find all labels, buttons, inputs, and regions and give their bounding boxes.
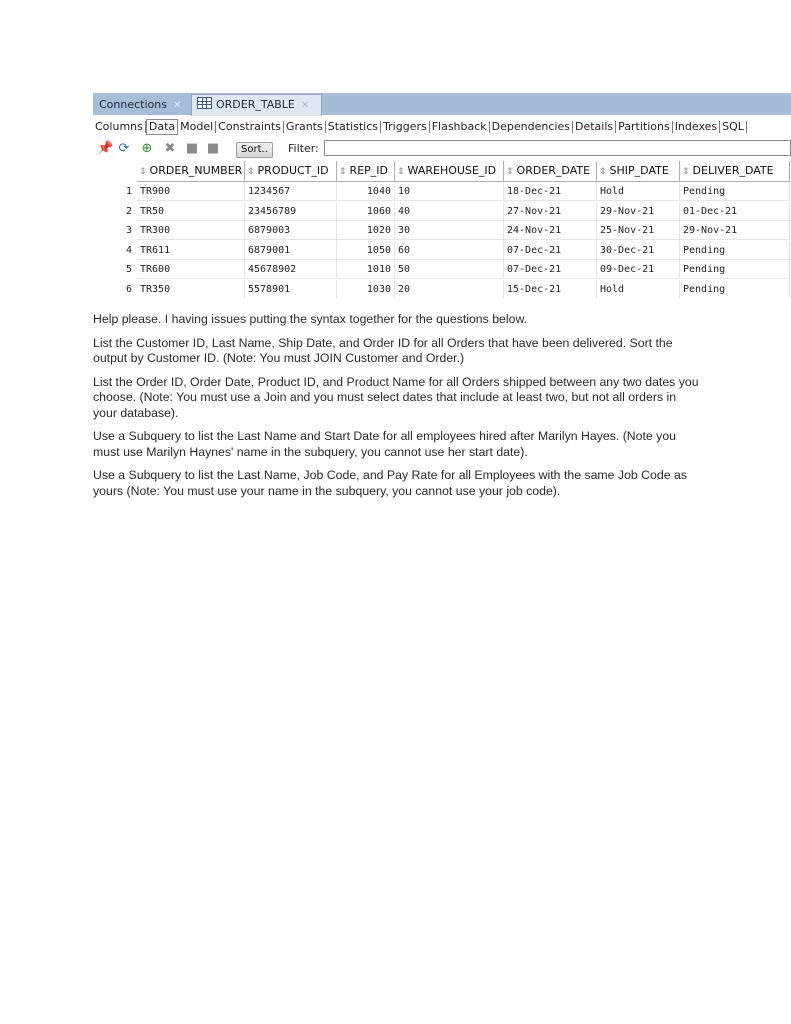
cell-deliver-date[interactable]: Pending xyxy=(680,182,790,201)
table-row[interactable] xyxy=(93,221,791,240)
subtab-flashback[interactable]: Flashback xyxy=(430,121,490,133)
cell-warehouse-id[interactable]: 60 xyxy=(395,241,504,260)
row-number: 4 xyxy=(125,244,132,256)
cell-order-date[interactable]: 15-Dec-21 xyxy=(504,280,597,299)
table-row[interactable] xyxy=(93,260,791,279)
intro-paragraph: Help please. I having issues putting the syntax together for the questions below. xyxy=(93,312,528,326)
column-header-label: SHIP_DATE xyxy=(609,164,669,177)
sql-developer-screenshot xyxy=(93,93,791,298)
subtab-data[interactable]: Data xyxy=(146,119,178,135)
subtab-triggers[interactable]: Triggers xyxy=(381,121,430,133)
cell-order-number[interactable]: TR600 xyxy=(137,260,245,279)
cell-order-date[interactable]: 24-Nov-21 xyxy=(504,221,597,240)
close-icon[interactable]: ✕ xyxy=(172,100,182,111)
object-subtabs xyxy=(93,117,791,136)
row-number: 6 xyxy=(125,283,132,295)
column-header-deliver-date[interactable] xyxy=(680,161,790,182)
column-header-label: REP_ID xyxy=(349,164,388,177)
column-header-rep-id[interactable] xyxy=(337,161,395,182)
column-header-order-date[interactable] xyxy=(504,161,597,182)
cell-warehouse-id[interactable]: 40 xyxy=(395,202,504,221)
cell-rep-id[interactable]: 1030 xyxy=(337,280,395,299)
column-header-product-id[interactable] xyxy=(245,161,337,182)
column-header-label: ORDER_DATE xyxy=(516,164,591,177)
table-row[interactable] xyxy=(93,280,791,299)
grid-header-row xyxy=(93,161,791,182)
column-header-ship-date[interactable] xyxy=(597,161,680,182)
table-row[interactable] xyxy=(93,202,791,221)
question-3: Use a Subquery to list the Last Name and Start Date for all employees hired after Marilyn Hayes. (Note you must use Marilyn Haynes' name in the subquery, you cannot use her start date). xyxy=(93,429,677,459)
cell-order-number[interactable]: TR611 xyxy=(137,241,245,260)
tab-label: ORDER_TABLE xyxy=(216,98,295,111)
table-icon xyxy=(197,97,212,109)
cell-rep-id[interactable]: 1010 xyxy=(337,260,395,279)
subtab-dependencies[interactable]: Dependencies xyxy=(490,121,573,133)
subtab-indexes[interactable]: Indexes xyxy=(673,121,720,133)
cell-order-number[interactable]: TR900 xyxy=(137,182,245,201)
subtab-model[interactable]: Model xyxy=(178,121,216,133)
close-icon[interactable]: ✕ xyxy=(300,100,310,111)
cell-ship-date[interactable]: 30-Dec-21 xyxy=(597,241,680,260)
subtab-partitions[interactable]: Partitions xyxy=(616,121,673,133)
subtab-statistics[interactable]: Statistics xyxy=(326,121,381,133)
cell-deliver-date[interactable]: Pending xyxy=(680,280,790,299)
table-row[interactable] xyxy=(93,182,791,201)
delete-row-icon[interactable]: ✖ xyxy=(164,141,176,156)
cell-rep-id[interactable]: 1060 xyxy=(337,202,395,221)
cell-deliver-date[interactable]: 01-Dec-21 xyxy=(680,202,790,221)
subtab-grants[interactable]: Grants xyxy=(284,121,326,133)
question-text xyxy=(93,312,703,507)
sort-arrows-icon[interactable]: ⇕ xyxy=(339,167,347,177)
subtab-sql[interactable]: SQL xyxy=(720,121,747,133)
commit-icon[interactable]: ■ xyxy=(185,141,199,156)
cell-order-date[interactable]: 07-Dec-21 xyxy=(504,260,597,279)
filter-input[interactable] xyxy=(324,140,791,156)
question-4: Use a Subquery to list the Last Name, Job Code, and Pay Rate for all Employees with the same Job Code as yours (Note: You must use your name in the subquery, you cannot use your job code). xyxy=(93,468,687,498)
cell-warehouse-id[interactable]: 30 xyxy=(395,221,504,240)
cell-ship-date[interactable]: Hold xyxy=(597,280,680,299)
tab-connections[interactable] xyxy=(95,95,189,115)
rollback-icon[interactable]: ■ xyxy=(206,141,220,156)
sort-arrows-icon[interactable]: ⇕ xyxy=(599,167,607,177)
sort-button[interactable]: Sort.. xyxy=(236,142,273,158)
tab-order-table[interactable] xyxy=(191,94,322,116)
row-number: 5 xyxy=(125,264,132,275)
cell-deliver-date[interactable]: 29-Nov-21 xyxy=(680,221,790,240)
tab-label: Connections xyxy=(99,98,167,111)
cell-ship-date[interactable]: 09-Dec-21 xyxy=(597,260,680,279)
sort-arrows-icon[interactable]: ⇕ xyxy=(247,167,255,177)
cell-product-id[interactable]: 5578901 xyxy=(245,280,337,299)
cell-warehouse-id[interactable]: 20 xyxy=(395,280,504,299)
cell-product-id[interactable]: 6879001 xyxy=(245,241,337,260)
filter-label: Filter: xyxy=(288,142,319,155)
cell-ship-date[interactable]: Hold xyxy=(597,182,680,201)
refresh-icon[interactable]: ⟳ xyxy=(118,141,130,156)
cell-rep-id[interactable]: 1020 xyxy=(337,221,395,240)
cell-order-number[interactable]: TR300 xyxy=(137,221,245,240)
sort-arrows-icon[interactable]: ⇕ xyxy=(139,167,147,177)
cell-ship-date[interactable]: 29-Nov-21 xyxy=(597,202,680,221)
cell-rep-id[interactable]: 1050 xyxy=(337,241,395,260)
sort-arrows-icon[interactable]: ⇕ xyxy=(397,167,405,177)
column-header-label: ORDER_NUMBER xyxy=(149,164,243,177)
cell-warehouse-id[interactable]: 10 xyxy=(395,182,504,201)
subtab-details[interactable]: Details xyxy=(573,121,616,133)
subtab-constraints[interactable]: Constraints xyxy=(216,121,284,133)
cell-order-number[interactable]: TR50 xyxy=(137,202,245,221)
column-header-warehouse-id[interactable] xyxy=(395,161,504,182)
column-header-label: WAREHOUSE_ID xyxy=(407,164,497,177)
question-1: List the Customer ID, Last Name, Ship Date, and Order ID for all Orders that have been delivered. Sort the output by Customer ID. (Note: You must JOIN Customer and Order.) xyxy=(93,335,673,365)
question-2: List the Order ID, Order Date, Product ID, and Product Name for all Orders shipped between any two dates you choose. (Note: You must use a Join and you must select dates that include at least two, but not all orders in your database). xyxy=(93,374,699,420)
cell-order-number[interactable]: TR350 xyxy=(137,280,245,299)
cell-order-date[interactable]: 27-Nov-21 xyxy=(504,202,597,221)
sort-arrows-icon[interactable]: ⇕ xyxy=(506,167,514,177)
table-row[interactable] xyxy=(93,241,791,260)
insert-row-icon[interactable]: ⊕ xyxy=(141,141,153,156)
cell-deliver-date[interactable]: Pending xyxy=(680,241,790,260)
pin-icon[interactable]: 📌 xyxy=(97,141,114,156)
cell-product-id[interactable]: 45678902 xyxy=(245,260,337,279)
data-toolbar xyxy=(93,138,791,160)
column-header-label: PRODUCT_ID xyxy=(257,164,329,177)
cell-product-id[interactable]: 23456789 xyxy=(245,202,337,221)
cell-product-id[interactable]: 6879003 xyxy=(245,221,337,240)
cell-product-id[interactable]: 1234567 xyxy=(245,182,337,201)
subtab-columns[interactable]: Columns xyxy=(93,121,146,133)
cell-ship-date[interactable]: 25-Nov-21 xyxy=(597,221,680,240)
cell-order-date[interactable]: 07-Dec-21 xyxy=(504,241,597,260)
cell-order-date[interactable]: 18-Dec-21 xyxy=(504,182,597,201)
cell-deliver-date[interactable]: Pending xyxy=(680,260,790,279)
column-header-label: DELIVER_DATE xyxy=(692,164,774,177)
cell-rep-id[interactable]: 1040 xyxy=(337,182,395,201)
column-header-order-number[interactable] xyxy=(137,161,245,182)
row-number: 1 xyxy=(125,186,132,197)
cell-warehouse-id[interactable]: 50 xyxy=(395,260,504,279)
sort-arrows-icon[interactable]: ⇕ xyxy=(682,167,690,177)
row-number: 3 xyxy=(125,225,132,236)
row-number: 2 xyxy=(125,205,132,217)
editor-tab-bar xyxy=(93,93,791,115)
